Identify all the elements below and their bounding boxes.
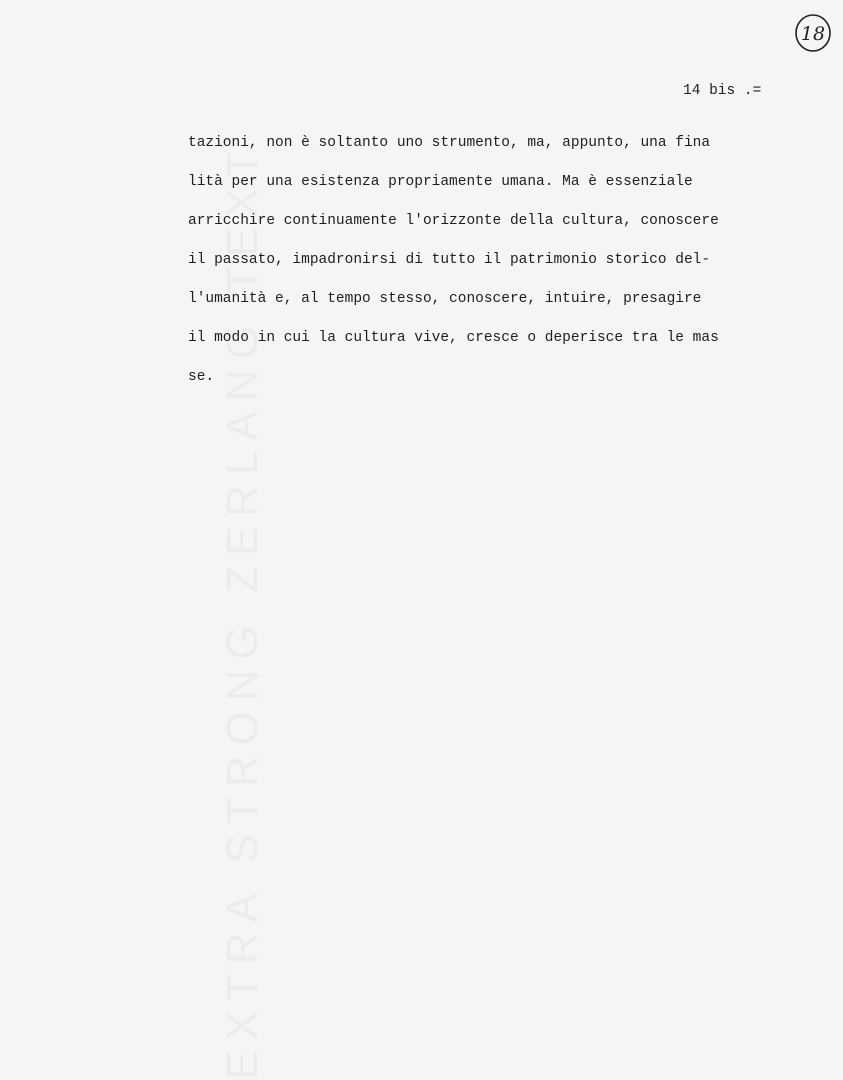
text-line: tazioni, non è soltanto uno strumento, ma, appunto, una fina	[188, 135, 711, 151]
text-line: l'umanità e, al tempo stesso, conoscere, intuire, presagire	[188, 291, 702, 307]
handwritten-page-number	[793, 12, 833, 54]
text-line: lità per una esistenza propriamente umana. Ma è essenziale	[188, 174, 693, 190]
page-reference: 14 bis .=	[683, 83, 762, 99]
text-line: il modo in cui la cultura vive, cresce o deperisce tra le mas	[188, 330, 719, 346]
page-mark-text: 18	[800, 23, 826, 45]
text-line: il passato, impadronirsi di tutto il patrimonio storico del-	[188, 252, 711, 268]
text-line: se.	[188, 369, 215, 385]
typed-text-block	[188, 124, 719, 397]
text-line: arricchire continuamente l'orizzonte della cultura, conoscere	[188, 213, 719, 229]
